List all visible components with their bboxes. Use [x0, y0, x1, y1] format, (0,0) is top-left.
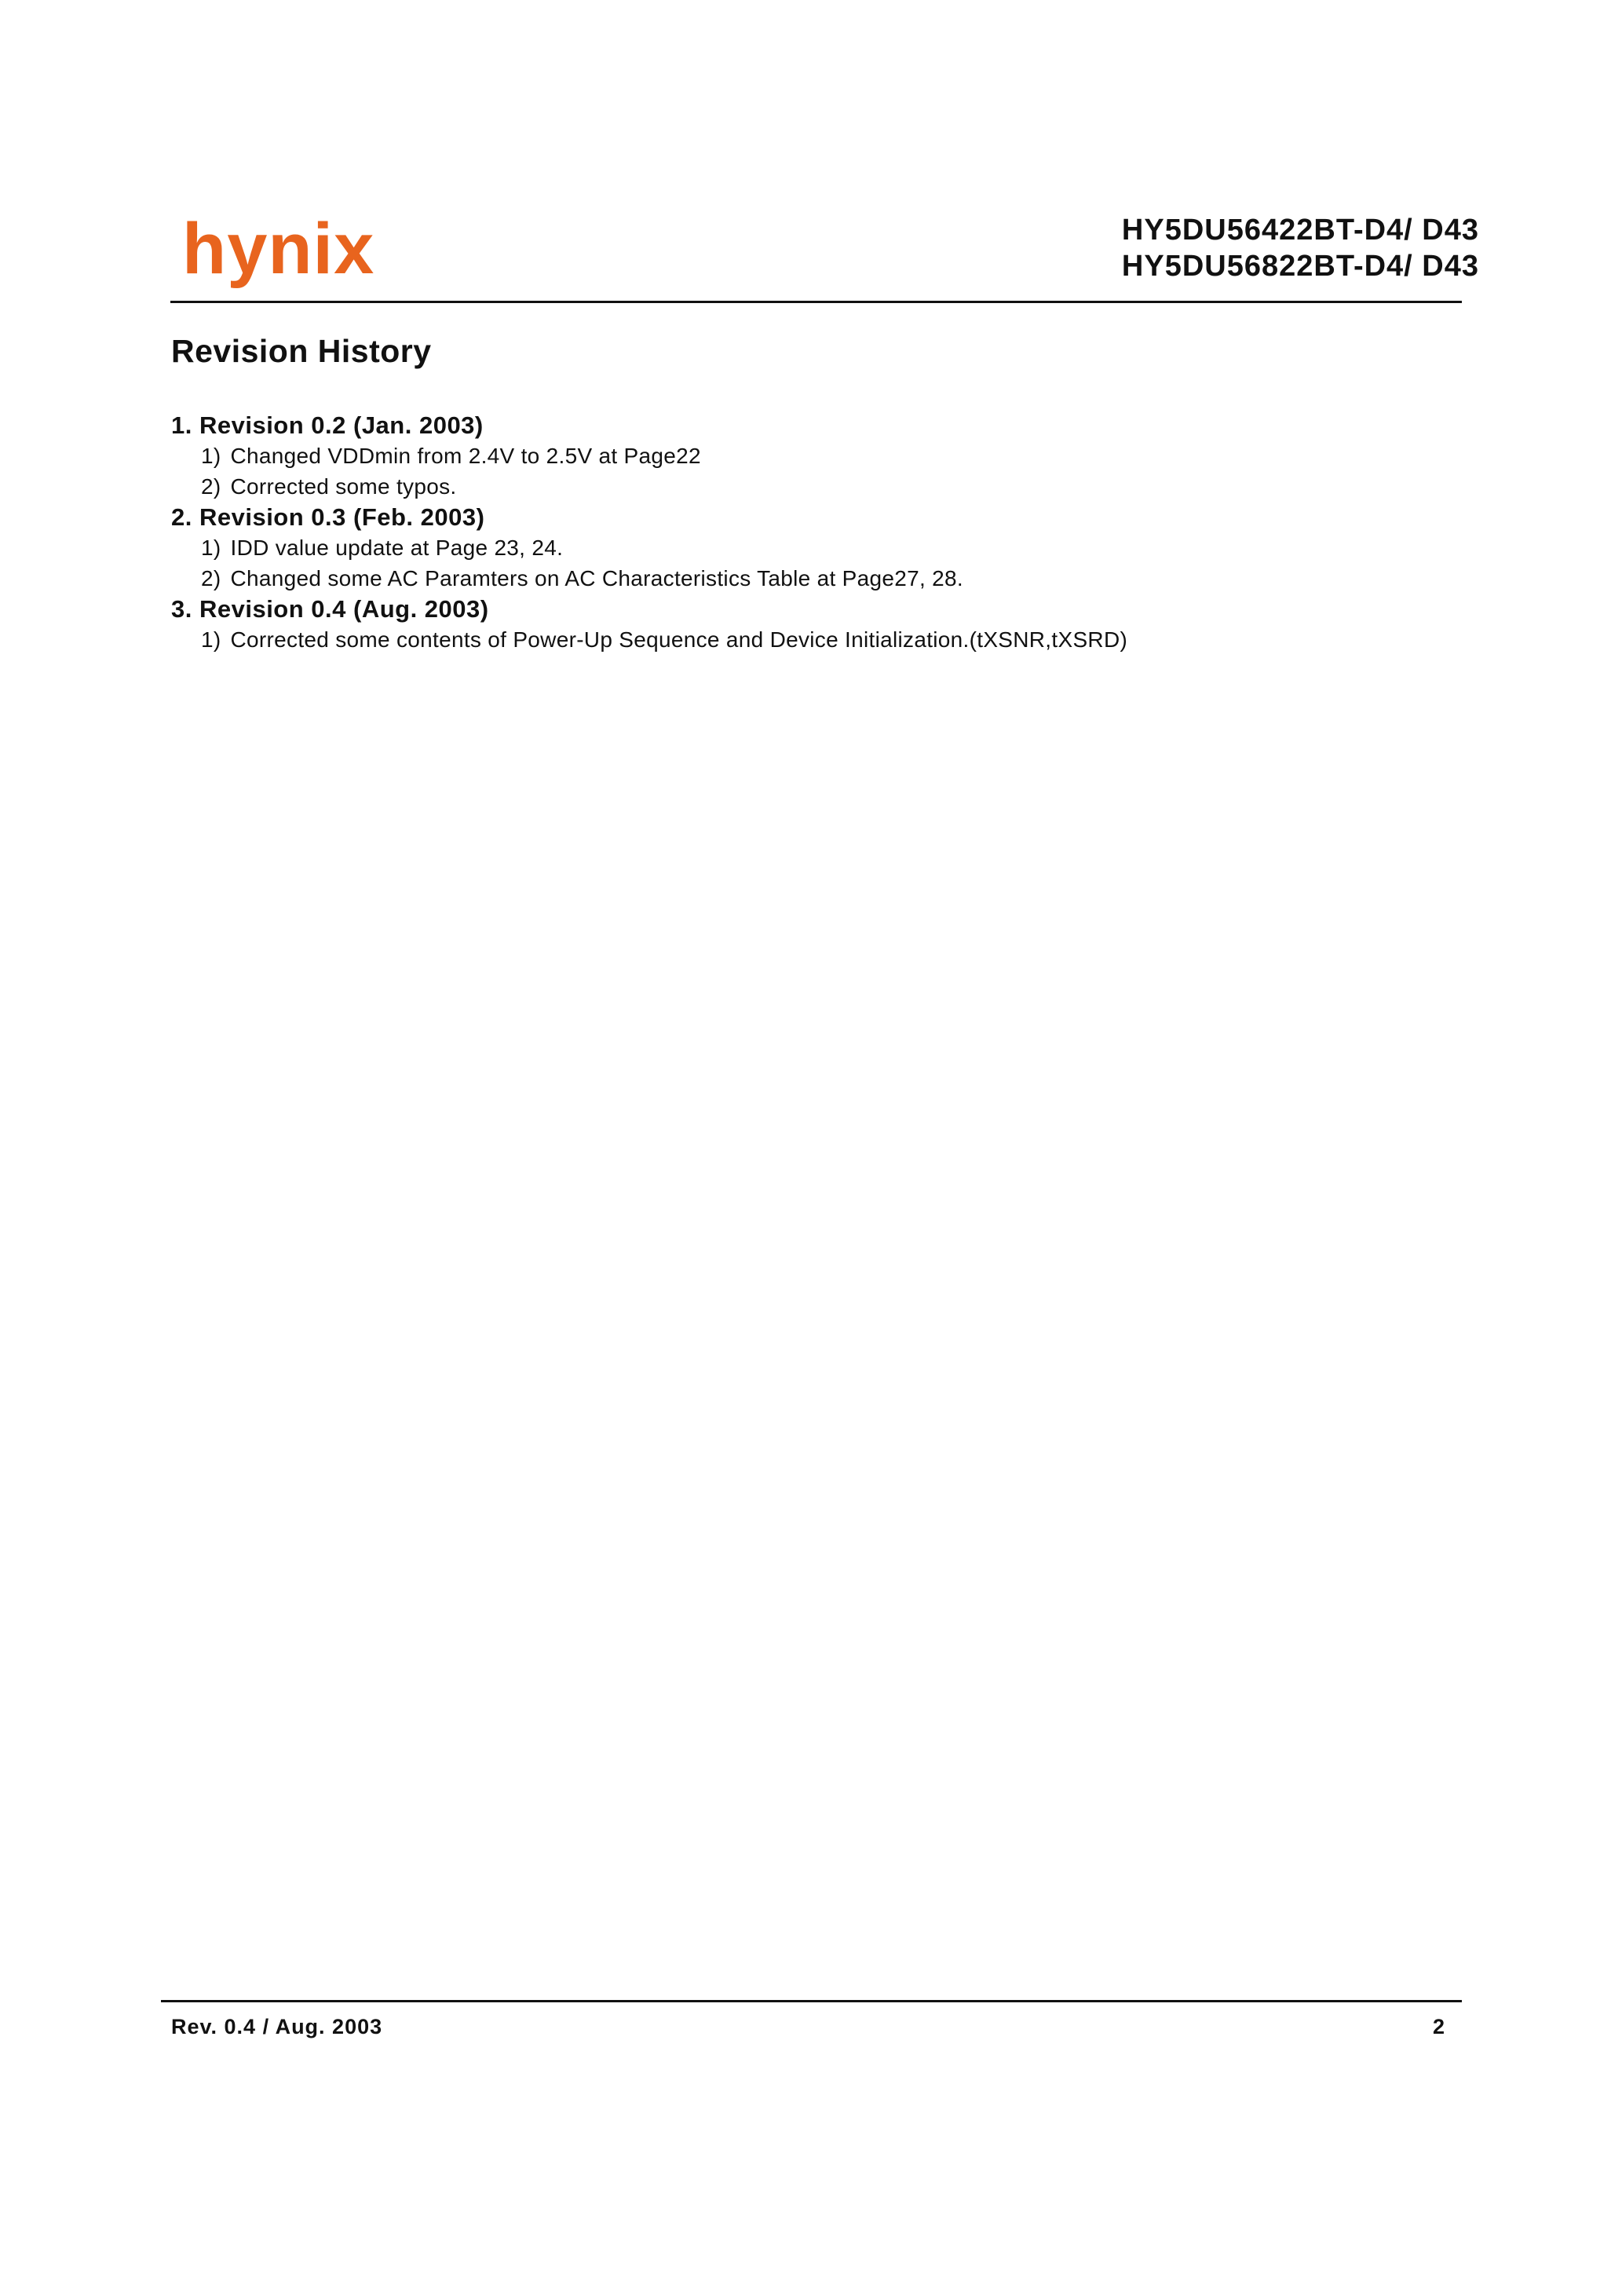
footer-divider [161, 2000, 1462, 2002]
item-text: Changed some AC Paramters on AC Characteristics Table at Page27, 28. [230, 566, 963, 590]
item-number: 1) [201, 627, 221, 652]
item-text: Changed VDDmin from 2.4V to 2.5V at Page22 [230, 444, 701, 468]
revision-item [201, 471, 1459, 502]
revision-heading: 3. Revision 0.4 (Aug. 2003) [171, 595, 489, 623]
revision-heading: 2. Revision 0.3 (Feb. 2003) [171, 503, 485, 531]
revision-list [171, 410, 1459, 655]
part-number: HY5DU56422BT-D4/ D43 [1121, 214, 1479, 247]
page-title: Revision History [171, 333, 432, 369]
item-number: 2) [201, 566, 221, 590]
revision-entry [171, 410, 1459, 502]
part-numbers [1122, 212, 1479, 284]
hynix-logo-wordmark: hynix [182, 212, 375, 289]
item-number: 2) [201, 474, 221, 499]
hynix-logo [179, 212, 383, 298]
item-text: Corrected some contents of Power-Up Sequence and Device Initialization.(tXSNR,tXSRD) [230, 627, 1128, 652]
revision-entry [171, 594, 1459, 655]
page-number: 2 [1432, 2015, 1445, 2038]
revision-items [171, 532, 1459, 594]
item-number: 1) [201, 444, 221, 468]
item-text: IDD value update at Page 23, 24. [230, 536, 564, 560]
revision-items [171, 624, 1459, 655]
revision-item [201, 532, 1459, 563]
footer-revision: Rev. 0.4 / Aug. 2003 [171, 2015, 383, 2038]
header-divider [170, 301, 1462, 303]
hynix-logo-mark [179, 212, 383, 298]
revision-item [201, 624, 1459, 655]
revision-item [201, 441, 1459, 471]
item-text: Corrected some typos. [230, 474, 457, 499]
revision-entry [171, 502, 1459, 594]
revision-item [201, 563, 1459, 594]
revision-heading: 1. Revision 0.2 (Jan. 2003) [171, 411, 484, 439]
revision-items [171, 441, 1459, 502]
part-number: HY5DU56822BT-D4/ D43 [1121, 250, 1479, 283]
item-number: 1) [201, 536, 221, 560]
